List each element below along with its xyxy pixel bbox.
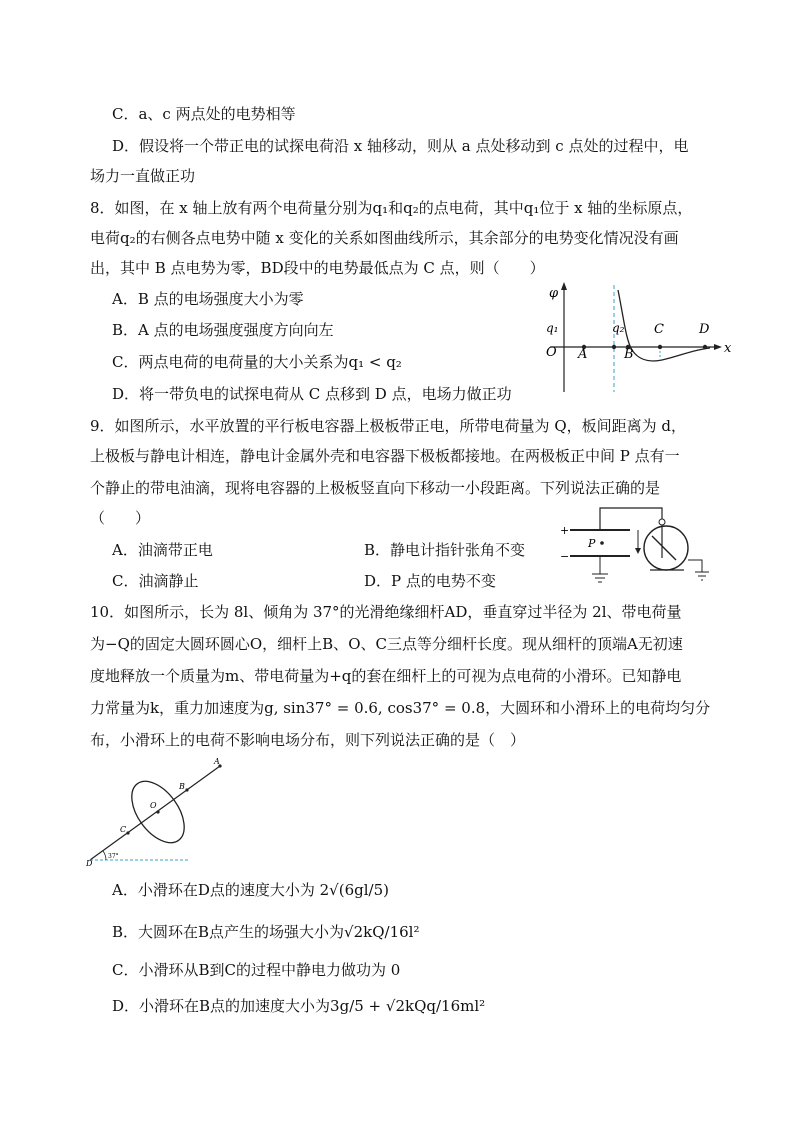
x-label: x [724, 341, 732, 356]
origin-label: O [546, 345, 557, 360]
q10-ring-rod-diagram [84, 756, 234, 868]
b-label: B [624, 347, 634, 362]
q9-capacitor-electrometer [556, 500, 726, 590]
phi-axis-arrow [561, 282, 567, 290]
q9-stem-line3: 个静止的带电油滴，现将电容器的上极板竖直向下移动一小段距离。下列说法正确的是 [90, 479, 661, 497]
q8-potential-graph [540, 280, 740, 395]
plus-sign: + [560, 524, 570, 537]
q9-stem-line4: （ ） [90, 509, 151, 527]
q9-option-c: C．油滴静止 [112, 572, 199, 590]
q7-option-d-line2: 场力一直做正功 [90, 167, 196, 185]
a-label: A [578, 347, 588, 362]
o-label: O [150, 801, 157, 810]
p-label: P [588, 537, 596, 550]
q2-label: q₂ [612, 321, 625, 335]
point-b-dot [185, 788, 188, 791]
d-label: D [86, 859, 93, 868]
q9-option-a: A．油滴带正电 [112, 541, 213, 559]
q8-stem-line1: 8．如图，在 x 轴上放有两个电荷量分别为q₁和q₂的点电荷，其中q₁位于 x 轴的坐标原点， [90, 199, 693, 217]
q7-option-c: C．a、c 两点处的电势相等 [112, 105, 296, 123]
q10-stem-line4: 力常量为k，重力加速度为g, sin37° = 0.6, cos37° = 0.8，大圆环和小滑环上的电荷均匀分 [90, 699, 711, 717]
point-q2-dot [612, 345, 616, 349]
q9-option-d: D．P 点的电势不变 [364, 572, 496, 590]
minus-sign: − [560, 550, 570, 563]
c-label: C [120, 825, 127, 834]
point-o-dot [156, 810, 159, 813]
q10-stem-line2: 为−Q的固定大圆环圆心O，细杆上B、O、C三点等分细杆长度。现从细杆的顶端A无初速 [90, 635, 683, 653]
ground-wire-right [688, 560, 702, 572]
q10-option-b: B．大圆环在B点产生的场强大小为√2kQ/16l² [112, 923, 420, 941]
c-label: C [654, 322, 664, 337]
q10-option-c: C．小滑环从B到C的过程中静电力做功为 0 [112, 961, 401, 979]
electrometer-knob [659, 519, 665, 525]
phi-label: φ [549, 286, 559, 301]
q7-option-d-line1: D．假设将一个带正电的试探电荷沿 x 轴移动，则从 a 点处移动到 c 点处的过程中，电 [112, 137, 689, 155]
a-label: A [214, 757, 220, 766]
electrometer-case [644, 526, 688, 570]
q9-stem-line2: 上极板与静电计相连，静电计金属外壳和电容器下极板都接地。在两极板正中间 P 点有一 [90, 447, 680, 465]
point-c-dot [126, 831, 129, 834]
b-label: B [179, 782, 185, 791]
angle-label: 37° [108, 853, 119, 860]
q8-option-d: D．将一带负电的试探电荷从 C 点移到 D 点，电场力做正功 [112, 385, 512, 403]
oil-drop-dot [600, 541, 604, 545]
rod-ad [90, 766, 220, 860]
q9-option-b: B．静电计指针张角不变 [364, 541, 526, 559]
point-d-dot [703, 345, 707, 349]
q8-option-c: C．两点电荷的电荷量的大小关系为q₁ < q₂ [112, 353, 402, 371]
q8-stem-line2: 电荷q₂的右侧各点电势中随 x 变化的关系如图曲线所示，其余部分的电势变化情况没有画 [90, 229, 679, 247]
q9-stem-line1: 9．如图所示，水平放置的平行板电容器上极板带正电，所带电荷量为 Q，板间距离为 d， [90, 417, 686, 435]
angle-arc [103, 851, 106, 860]
q8-stem-line3: 出，其中 B 点电势为零，BD段中的电势最低点为 C 点，则（ ） [90, 259, 545, 277]
q1-label: q₁ [546, 321, 559, 335]
q10-stem-line5: 布，小滑环上的电荷不影响电场分布，则下列说法正确的是（ ） [90, 731, 526, 749]
wire-to-electrometer [600, 508, 662, 530]
x-axis-arrow [714, 344, 722, 350]
q10-option-a: A．小滑环在D点的速度大小为 2√(6gl/5) [112, 881, 389, 899]
q8-option-a: A．B 点的电场强度大小为零 [112, 290, 304, 308]
electrometer-needle [652, 536, 676, 560]
down-arrow-head [635, 548, 641, 554]
q8-option-b: B．A 点的电场强度强度方向向左 [112, 321, 334, 339]
d-label: D [699, 322, 710, 337]
q10-option-d: D．小滑环在B点的加速度大小为3g/5 + √2kQq/16ml² [112, 997, 486, 1015]
point-c-dot [658, 345, 662, 349]
q10-stem-line1: 10．如图所示，长为 8l、倾角为 37°的光滑绝缘细杆AD，垂直穿过半径为 2l、带电荷量 [90, 603, 682, 621]
q10-stem-line3: 度地释放一个质量为m、带电荷量为+q的套在细杆上的可视为点电荷的小滑环。已知静电 [90, 667, 682, 685]
